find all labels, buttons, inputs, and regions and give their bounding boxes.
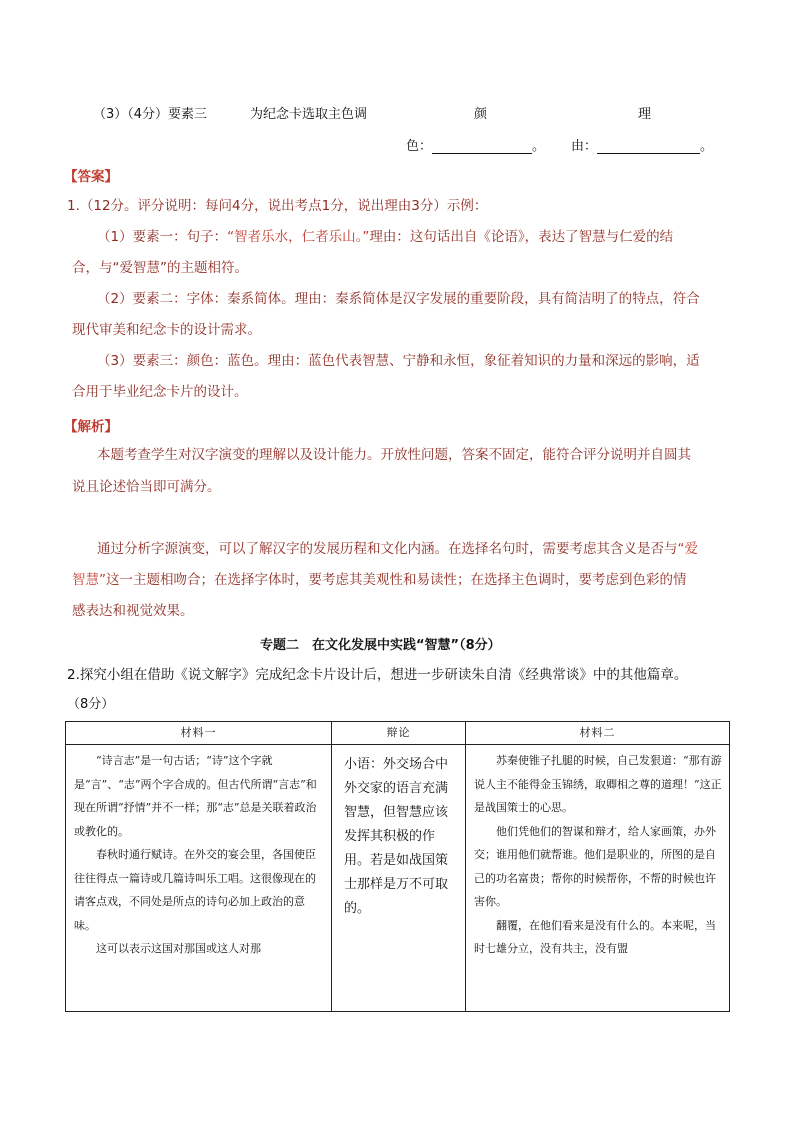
- answer-element3-line1: （3）要素三：颜色：蓝色。理由：蓝色代表智慧、宁静和永恒，象征着知识的力量和深远的影响，适: [97, 353, 700, 369]
- element1-prefix: （1）要素一：句子：: [97, 229, 228, 245]
- analysis-p2-quote-start: “爱: [677, 541, 698, 557]
- header-material2: 材料二: [466, 722, 730, 745]
- analysis-p1-line2: 说且论述恰当即可满分。: [72, 479, 221, 495]
- question3-label: （3）（4分）要素三: [93, 107, 208, 122]
- analysis-p1-line1: 本题考查学生对汉字演变的理解以及设计能力。开放性问题，答案不固定，能符合评分说明并自圆其: [97, 447, 691, 463]
- analysis-p2-line3: 感表达和视觉效果。: [72, 603, 194, 619]
- analysis-p2-text: 通过分析字源演变，可以了解汉字的发展历程和文化内涵。在选择名句时，需要考虑其含义是否与: [97, 541, 678, 557]
- analysis-tag: 【解析】: [64, 419, 118, 435]
- element1-reason: 理由：这句话出自《论语》，表达了智慧与仁爱的结: [369, 229, 674, 245]
- header-debate: 辩论: [332, 722, 466, 745]
- reason-fill-blank[interactable]: [571, 135, 713, 154]
- material2-para1: 苏秦使锥子扎腿的时候，自己发狠道：“那有游说人主不能得金玉锦绣，取卿相之尊的道理！”这正是战国策士的心思。: [474, 754, 722, 814]
- reason-label: 由：: [571, 139, 598, 154]
- answer-element1-cont: 合，与“爱智慧”的主题相符。: [72, 260, 248, 276]
- answer-element3-line2: 合用于毕业纪念卡片的设计。: [72, 384, 248, 400]
- question2-line1: 2.探究小组在借助《说文解字》完成纪念卡片设计后，想进一步研读朱自清《经典常谈》中的其他篇章。: [67, 667, 688, 683]
- debate-cell: [332, 745, 466, 1012]
- question3-yan: 颜: [474, 107, 488, 122]
- color-label: 色：: [406, 139, 433, 154]
- analysis-p2-quote-end: 智慧”: [72, 572, 106, 588]
- answer-element2-line2: 现代审美和纪念卡的设计需求。: [72, 322, 261, 338]
- color-blank[interactable]: [432, 138, 532, 154]
- answer-element1: [97, 222, 673, 252]
- analysis-p2-text2: 这一主题相吻合；在选择字体时，要考虑其美观性和易读性；在选择主色调时，要考虑到色彩的情: [106, 572, 687, 588]
- table-body-row: [66, 745, 730, 1012]
- header-material1: 材料一: [66, 722, 332, 745]
- question3-task: 为纪念卡选取主色调: [250, 107, 368, 122]
- analysis-p2-line1: [97, 534, 698, 564]
- question3-li: 理: [638, 107, 652, 122]
- section2-title: 专题二 在文化发展中实践“智慧”（8分）: [260, 638, 501, 653]
- analysis-p2-line2: [72, 565, 687, 595]
- material1-cell: [66, 745, 332, 1012]
- element1-quote: “智者乐水，仁者乐山。”: [227, 229, 370, 245]
- answer-line1: 1.（12分。评分说明：每问4分，说出考点1分，说出理由3分）示例：: [67, 198, 488, 214]
- debate-text: 小语：外交场合中外交家的语言充满智慧，但智慧应该发挥其积极的作用。若是如战国策士那样是万不可取的。: [344, 757, 449, 916]
- material1-para1: “诗言志”是一句古话；“诗”这个字就是“言”、“志”两个字合成的。但古代所谓“言志”和现在所谓“抒情”并不一样；那“志”总是关联着政治或教化的。: [74, 754, 317, 838]
- material1-para2: 春秋时通行赋诗。在外交的宴会里，各国使臣往往得点一篇诗或几篇诗叫乐工唱。这很像现在的请客点戏，不同处是所点的诗句必加上政治的意味。: [74, 848, 316, 932]
- color-end: 。: [532, 139, 546, 154]
- materials-table: [65, 721, 730, 1012]
- reason-end: 。: [700, 139, 714, 154]
- reason-blank[interactable]: [597, 138, 700, 154]
- table-header-row: [66, 722, 730, 745]
- answer-tag: 【答案】: [64, 169, 118, 185]
- answer-element2-line1: （2）要素二：字体：秦系简体。理由：秦系简体是汉字发展的重要阶段，具有简洁明了的特点，符合: [97, 291, 700, 307]
- material2-para2: 他们凭他们的智谋和辩才，给人家画策，办外交；谁用他们就帮谁。他们是职业的，所图的是自己的功名富贵；帮你的时候帮你，不帮的时候也许害你。: [474, 824, 716, 908]
- question2-line2: （8分）: [67, 697, 115, 712]
- color-fill-blank[interactable]: [406, 135, 545, 154]
- material1-para3: 这可以表示这国对那国或这人对那: [96, 942, 261, 955]
- material2-para3: 翻覆，在他们看来是没有什么的。本来呢，当时七雄分立，没有共主，没有盟: [474, 918, 716, 955]
- material2-cell: [466, 745, 730, 1012]
